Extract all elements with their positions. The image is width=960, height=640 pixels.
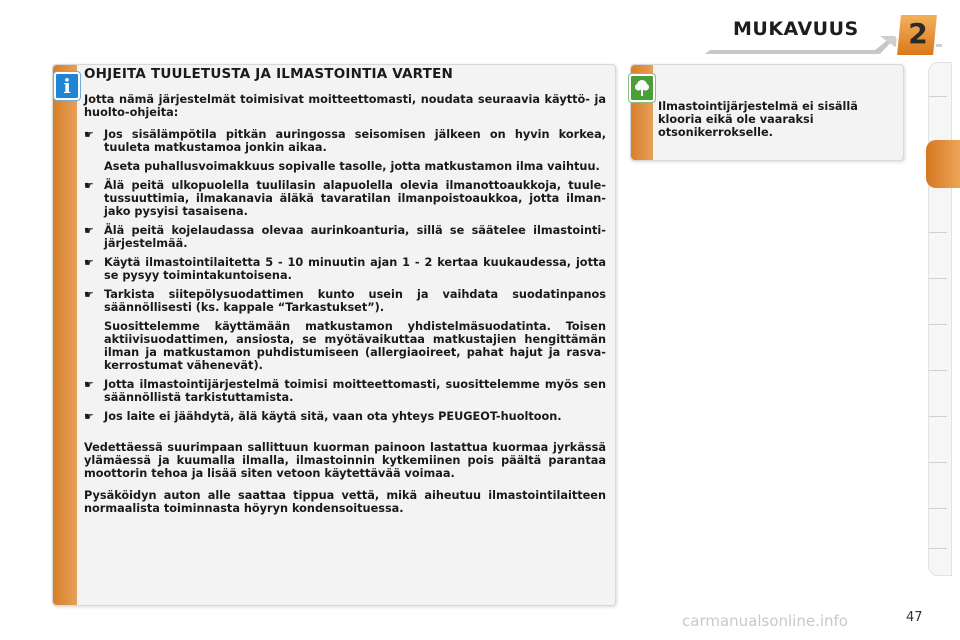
tab-divider <box>929 508 947 509</box>
list-item-followup: Suosittelemme käyttämään matkustamon yhdistelmäsuodatinta. Toisen aktiivisuodattimen, ansiosta, se myötävaikuttaa matkustajien hengittämän ilman ja matkustamon puhdistumiseen (allergiaoireet, pahat hajut ja rasva-kerrostumat vähenevät). <box>104 320 606 372</box>
panel-title: OHJEITA TUULETUSTA JA ILMASTOINTIA VARTEN <box>84 66 453 82</box>
info-panel-content <box>84 68 606 524</box>
pointing-hand-icon: ☛ <box>84 378 94 391</box>
header-title: MUKAVUUS <box>733 18 859 40</box>
list-item: ☛ Tarkista siitepölysuodattimen kunto usein ja vaihdata suodatinpanos säännöllisesti (ks. kappale “Tarkastukset”). <box>84 288 606 314</box>
list-item-followup: Aseta puhallusvoimakkuus sopivalle tasolle, jotta matkustamon ilma vaihtuu. <box>104 160 600 173</box>
list-item: ☛ Käytä ilmastointilaitetta 5 - 10 minuutin ajan 1 - 2 kertaa kuukaudessa, jotta se pysyy toimintakuntoisena. <box>84 256 606 282</box>
pointing-hand-icon: ☛ <box>84 128 94 141</box>
list-item: ☛ Älä peitä kojelaudassa olevaa aurinkoanturia, sillä se säätelee ilmastointi-järjestelmää. <box>84 224 606 250</box>
tab-divider <box>929 232 947 233</box>
closing-paragraph: Pysäköidyn auton alle saattaa tippua vettä, mikä aiheutuu ilmastointilaitteen normaalista toiminnasta höyryn kondensoituessa. <box>84 489 606 515</box>
list-item: ☛ Jos laite ei jäähdytä, älä käytä sitä, vaan ota yhteys PEUGEOT-huoltoon. <box>84 410 562 423</box>
tab-divider <box>929 462 947 463</box>
pointing-hand-icon: ☛ <box>84 224 94 237</box>
tab-divider <box>929 548 947 549</box>
list-item: ☛ Jos sisälämpötila pitkän auringossa seisomisen jälkeen on hyvin korkea, tuuleta matkustamoa jonkin aikaa. <box>84 128 606 154</box>
tree-icon <box>629 74 655 102</box>
tab-divider <box>929 278 947 279</box>
eco-note: Ilmastointijärjestelmä ei sisällä klooria eikä ole vaaraksi otsonikerrokselle. <box>658 100 858 139</box>
panel-side-bar <box>53 65 77 605</box>
info-icon: i <box>54 72 80 100</box>
tab-divider <box>929 416 947 417</box>
watermark: carmanualsonline.info <box>682 612 848 630</box>
list-item: ☛ Älä peitä ulkopuolella tuulilasin alapuolella olevia ilmanottoaukkoja, tuule-tussuuttimia, ilmakanavia äläkä tavaratilan ilmanpoistoaukkoa, jotta ilman-jako pysyisi tasaisena. <box>84 179 606 218</box>
list-item: ☛ Jotta ilmastointijärjestelmä toimisi moitteettomasti, suosittelemme myös sen säännöllistä tarkistuttamista. <box>84 378 606 404</box>
pointing-hand-icon: ☛ <box>84 179 94 192</box>
pointing-hand-icon: ☛ <box>84 410 94 423</box>
active-chapter-tab[interactable] <box>926 140 960 188</box>
pointing-hand-icon: ☛ <box>84 256 94 269</box>
page-number: 47 <box>906 610 923 625</box>
tab-divider <box>929 370 947 371</box>
tab-divider <box>929 324 947 325</box>
pointing-hand-icon: ☛ <box>84 288 94 301</box>
chapter-number: 2 <box>908 16 928 50</box>
closing-paragraph: Vedettäessä suurimpaan sallittuun kuorman painoon lastattua kuormaa jyrkässä ylämäessä ja kuumalla ilmalla, ilmastoinnin kytkemiinen pois päältä parantaa moottorin tehoa ja lisää siten vetoon käytettävää voimaa. <box>84 441 606 480</box>
intro-text: Jotta nämä järjestelmät toimisivat moitteettomasti, noudata seuraavia käyttö- ja huolto-ohjeita: <box>84 93 606 119</box>
tab-divider <box>929 96 947 97</box>
